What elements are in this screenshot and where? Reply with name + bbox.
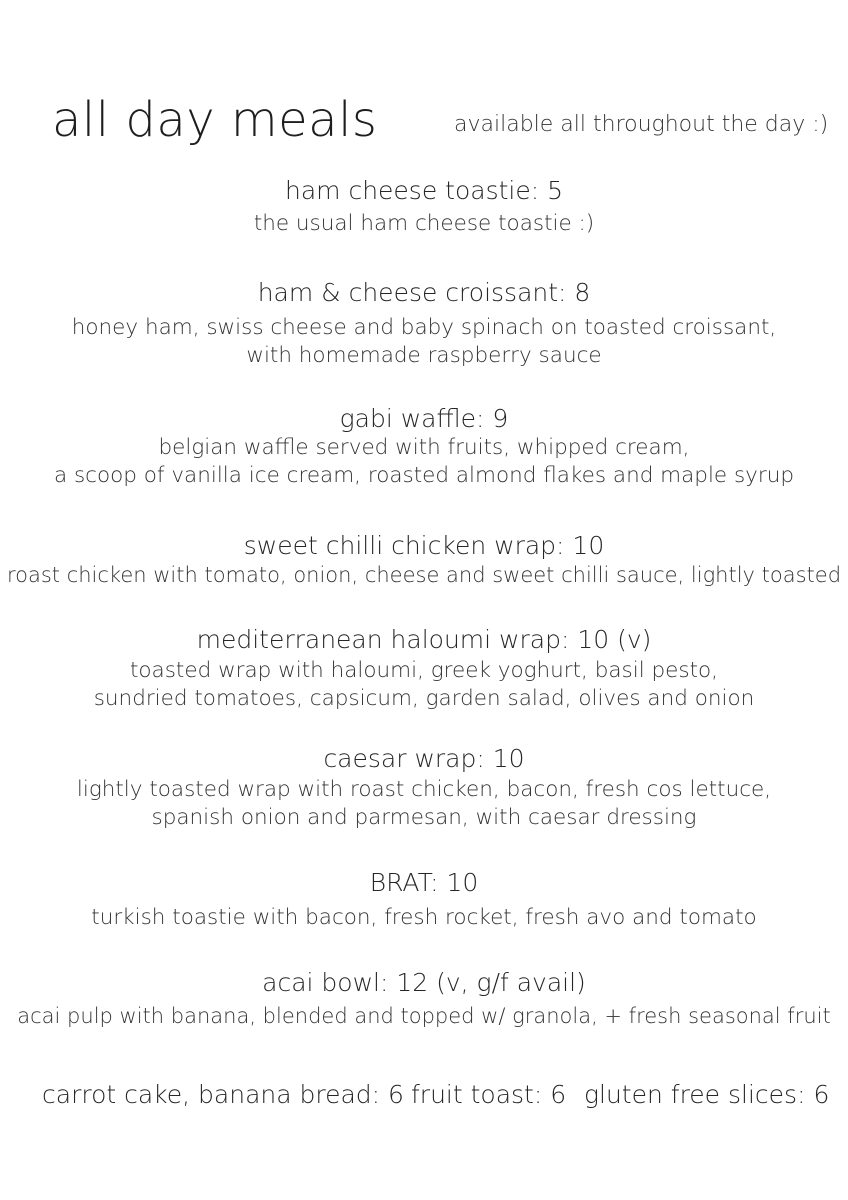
menu-item [0,744,848,832]
item-description: honey ham, swiss cheese and baby spinach on toasted croissant, [71,315,777,340]
menu-item [0,278,848,370]
item-description: the usual ham cheese toastie :) [253,211,595,236]
extra-item: carrot cake, banana bread: 6 [42,1080,404,1109]
item-description: spanish onion and parmesan, with caesar dressing [151,805,697,830]
item-name: ham & cheese croissant: 8 [257,278,591,307]
extra-item: fruit toast: 6 [411,1080,567,1109]
menu-item [0,625,848,713]
item-description: roast chicken with tomato, onion, cheese and sweet chilli sauce, lightly toasted [6,563,842,587]
item-description: with homemade raspberry sauce [246,343,602,368]
item-description: turkish toastie with bacon, fresh rocket, fresh avo and tomato [91,905,757,930]
menu-item [0,868,848,932]
menu-item [0,968,848,1030]
item-name: mediterranean haloumi wrap: 10 (v) [196,625,652,654]
item-description: a scoop of vanilla ice cream, roasted almond flakes and maple syrup [53,463,795,488]
item-name: ham cheese toastie: 5 [284,176,563,205]
item-name: caesar wrap: 10 [323,744,525,773]
menu-item [0,531,848,589]
extra-item: gluten free slices: 6 [584,1080,830,1109]
menu-item [0,176,848,238]
menu-item [0,404,848,490]
item-description: sundried tomatoes, capsicum, garden salad, olives and onion [93,686,755,711]
item-description: acai pulp with banana, blended and topped w/ granola, + fresh seasonal fruit [17,1004,831,1028]
item-name: BRAT: 10 [369,868,479,897]
item-description: lightly toasted wrap with roast chicken, bacon, fresh cos lettuce, [76,777,772,802]
item-name: acai bowl: 12 (v, g/f avail) [262,968,586,997]
menu-title: all day meals [52,92,378,148]
menu-subtitle: available all throughout the day :) [454,112,829,137]
item-description: belgian waffle served with fruits, whipped cream, [158,435,690,460]
item-name: sweet chilli chicken wrap: 10 [243,531,605,560]
item-name: gabi waffle: 9 [339,404,509,433]
item-description: toasted wrap with haloumi, greek yoghurt, basil pesto, [129,658,719,683]
